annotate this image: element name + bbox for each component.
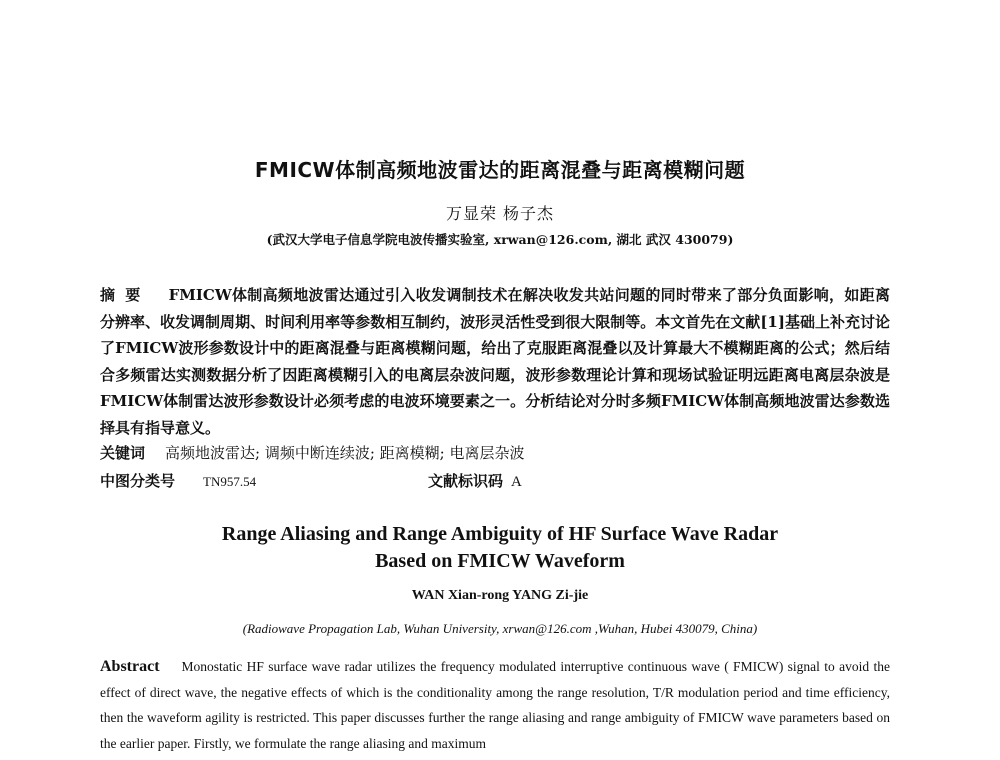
chinese-abstract-label: 摘要 — [100, 286, 151, 304]
clc-code: TN957.54 — [203, 474, 257, 489]
chinese-authors: 万显荣 杨子杰 — [445, 204, 555, 223]
english-title-line-2: Based on FMICW Waveform — [375, 550, 625, 572]
chinese-abstract-text: FMICW体制高频地波雷达通过引入收发调制技术在解决收发共站问题的同时带来了部分负面影响，如距离分辨率、收发调制周期、时间利用率等参数相互制约，波形灵活性受到很大限制等。本文首先在文献[1]基础上补充讨论了FMICW波形参数设计中的距离混叠与距离模糊问题，给出了克服距离混叠以及计算最大不模糊距离的公式；然后结合多频雷达实测数据分析了因距离模糊引入的电离层杂波问题，波形参数理论计算和现场试验证明远距离电离层杂波是FMICW体制雷达波形参数设计必须考虑的电波环境要素之一。分析结论对分时多频FMICW体制高频地波雷达参数选择具有指导意义。 — [100, 286, 890, 437]
english-authors: WAN Xian-rong YANG Zi-jie — [411, 588, 589, 603]
english-title — [0, 521, 1000, 575]
classification-line — [100, 470, 522, 491]
doc-code-group — [428, 470, 522, 491]
doc-code-value: A — [511, 474, 522, 490]
english-affiliation: (Radiowave Propagation Lab, Wuhan University, xrwan@126.com ,Wuhan, Hubei 430079, China) — [242, 621, 758, 636]
doc-code-label: 文献标识码 — [428, 472, 504, 490]
chinese-keywords — [100, 442, 524, 463]
english-title-line-1: Range Aliasing and Range Ambiguity of HF Surface Wave Radar — [221, 523, 779, 545]
chinese-affiliation: (武汉大学电子信息学院电波传播实验室, xrwan@126.com, 湖北 武汉 430079) — [266, 232, 734, 247]
english-abstract-text: Monostatic HF surface wave radar utilizes the frequency modulated interruptive continuous wave ( FMICW) signal to avoid the effect of direct wave, the negative effects of which is the conditionality among the range resolution, T/R modulation period and time efficiency, then the waveform agility is restricted. This paper discusses further the range aliasing and range ambiguity of FMICW wave parameters based on the earlier paper. Firstly, we formulate the range aliasing and maximum — [100, 659, 890, 751]
chinese-title: FMICW体制高频地波雷达的距离混叠与距离模糊问题 — [254, 158, 746, 182]
english-abstract — [100, 654, 890, 756]
keywords-text: 高频地波雷达; 调频中断连续波; 距离模糊; 电离层杂波 — [165, 444, 525, 462]
chinese-abstract — [100, 282, 890, 441]
english-abstract-label: Abstract — [100, 658, 160, 675]
clc-label: 中图分类号 — [100, 472, 176, 490]
keywords-label: 关键词 — [100, 444, 146, 462]
